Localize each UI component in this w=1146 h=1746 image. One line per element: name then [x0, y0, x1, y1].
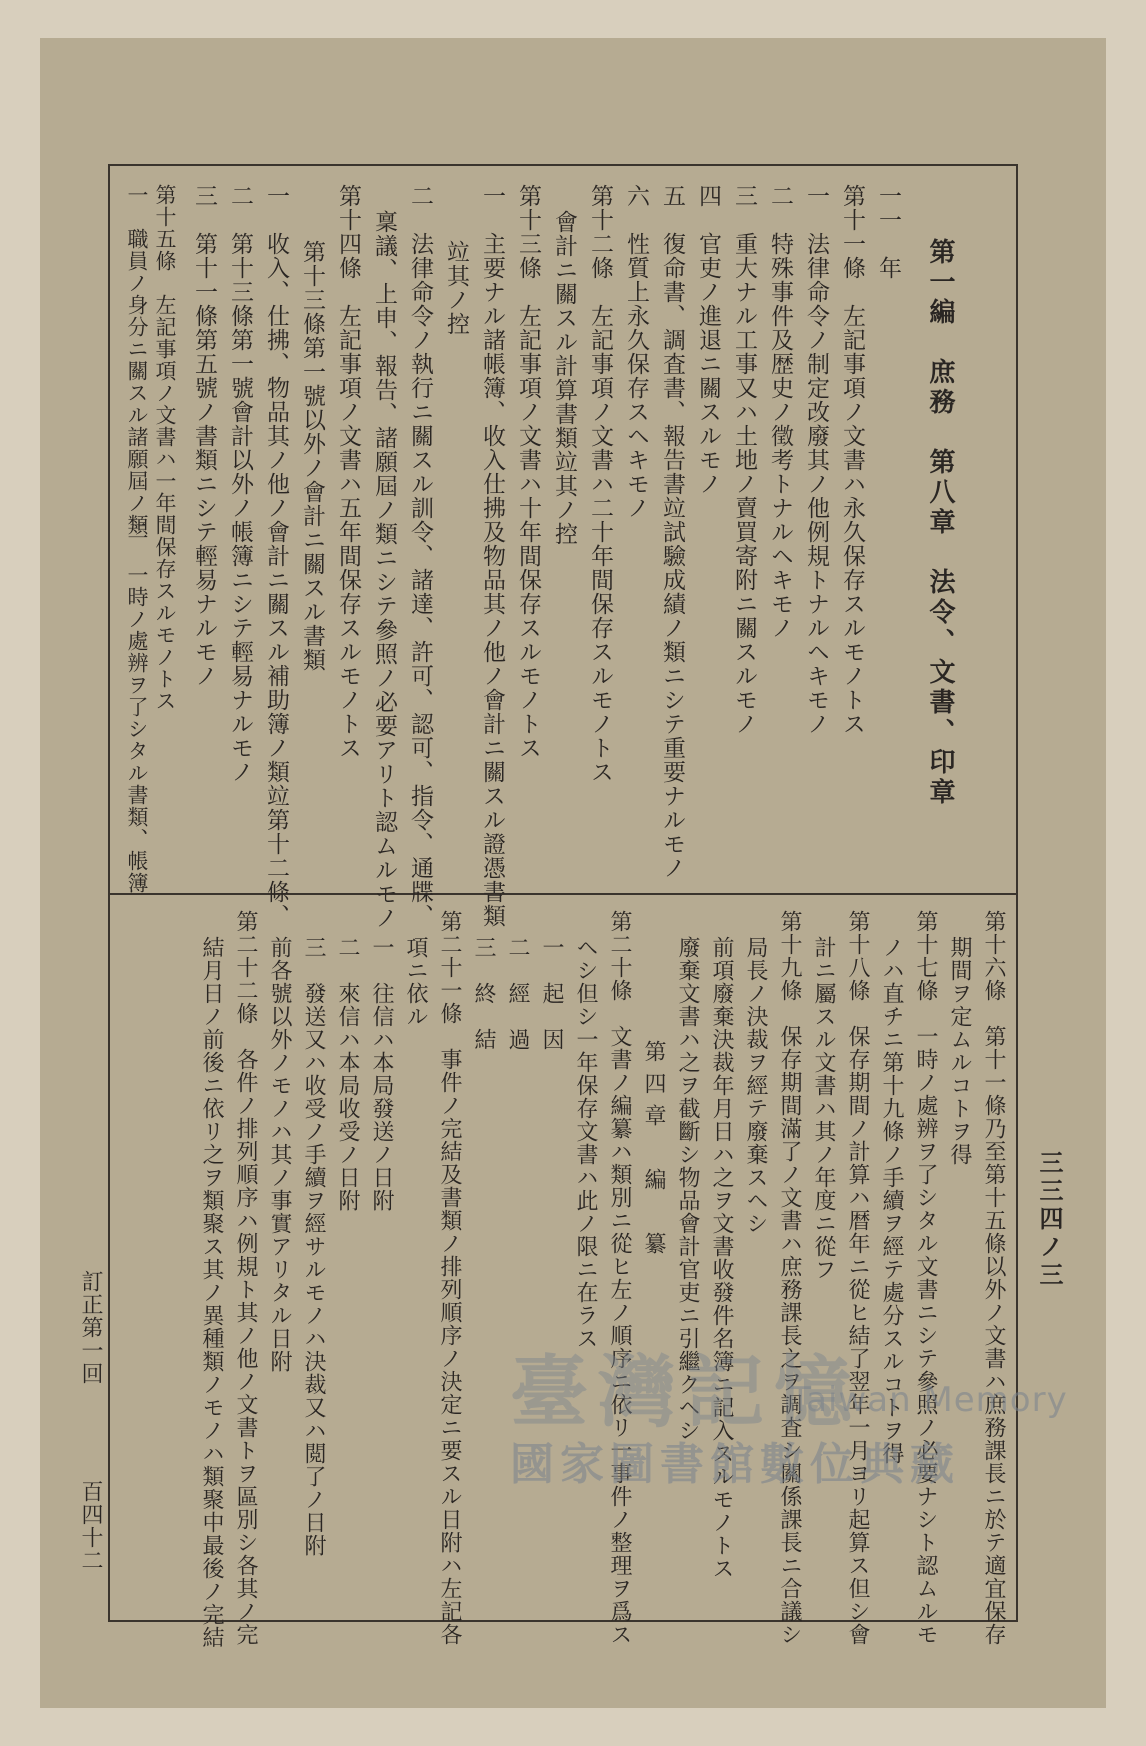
lower-line: 第十七條 一時ノ處辨ヲ了シタル文書ニシテ參照ノ必要ナシト認ムルモ [913, 910, 938, 1646]
upper-line: 一一 年 [875, 184, 901, 280]
watermark-subtitle: Taiwan Memory [790, 1380, 1068, 1420]
lower-line: 第十六條 第十一條乃至第十五條以外ノ文書ハ庶務課長ニ於テ適宜保存 [981, 910, 1006, 1646]
revision-note: 訂正第一回 [78, 1270, 103, 1385]
upper-line: 三 重大ナル工事又ハ土地ノ賣買寄附ニ關スルモノ [731, 184, 757, 736]
lower-line: ヘシ但シ一年保存文書ハ此ノ限ニ在ラス [573, 936, 598, 1350]
lower-line: 結月日ノ前後ニ依リ之ヲ類聚ス其ノ異種類ノモノハ類聚中最後ノ完結 [199, 936, 224, 1649]
lower-line: ノハ直チニ第十九條ノ手續ヲ經テ處分スルコトヲ得 [879, 936, 904, 1465]
lower-line: 一 起 因 [539, 936, 564, 1051]
upper-line: 第十五條 左記事項ノ文書ハ一年間保存スルモノトス [153, 184, 177, 712]
watermark-logo-text: 臺灣記憶 [510, 1348, 863, 1438]
upper-line: 五 復命書、調査書、報告書竝試驗成績ノ類ニシテ重要ナルモノ [659, 184, 685, 880]
upper-line: 稟議、上申、報告、諸願屆ノ類ニシテ參照ノ必要アリト認ムルモノ [371, 210, 397, 930]
lower-line: 一 往信ハ本局發送ノ日附 [369, 936, 394, 1212]
frame-divider [108, 893, 1018, 895]
lower-line: 項ニ依ル [403, 936, 428, 1028]
lower-line: 計ニ屬スル文書ハ其ノ年度ニ從フ [811, 936, 836, 1281]
page-number: 百四十二 [78, 1480, 103, 1572]
upper-line: 第十三條第一號以外ノ會計ニ關スル書類 [299, 240, 325, 672]
lower-line: 期間ヲ定ムルコトヲ得 [947, 936, 972, 1166]
lower-line: 第二十二條 各件ノ排列順序ハ例規ト其ノ他ノ文書トヲ區別シ各其ノ完 [233, 910, 258, 1646]
upper-line: 三 第十一條第五號ノ書類ニシテ輕易ナルモノ [191, 184, 217, 688]
lower-line: 廢棄文書ハ之ヲ截斷シ物品會計官吏ニ引繼クヘシ [675, 936, 700, 1442]
chapter-heading: 第一編 庶務 第八章 法令、文書、印章 [925, 238, 955, 808]
section-heading: 第四章 編 纂 [641, 1040, 666, 1264]
upper-line: 二 一時ノ處辨ヲ了シタル書類、帳簿 [125, 520, 149, 894]
upper-line: 二 第十三條第一號會計以外ノ帳簿ニシテ輕易ナルモノ [227, 184, 253, 784]
upper-line: 一 法律命令ノ制定改廢其ノ他例規トナルヘキモノ [803, 184, 829, 736]
lower-line: 第十九條 保存期間滿了ノ文書ハ庶務課長之ヲ調査シ關係課長ニ合議シ [777, 910, 802, 1646]
upper-line: 竝其ノ控 [443, 240, 469, 336]
upper-line: 一 收入、仕拂、物品其ノ他ノ會計ニ關スル補助簿ノ類竝第十二條、 [263, 184, 289, 928]
lower-line: 前各號以外ノモノハ其ノ事實アリタル日附 [267, 936, 292, 1373]
lower-line: 局長ノ決裁ヲ經テ廢棄スヘシ [743, 936, 768, 1235]
upper-line: 會計ニ關スル計算書類竝其ノ控 [551, 210, 577, 546]
upper-line: 第十四條 左記事項ノ文書ハ五年間保存スルモノトス [335, 184, 361, 760]
lower-line: 第十八條 保存期間ノ計算ハ暦年ニ從ヒ結了翌年一月ヨリ起算ス但シ會 [845, 910, 870, 1646]
upper-line: 六 性質上永久保存スヘキモノ [623, 184, 649, 520]
upper-line: 一 職員ノ身分ニ關スル諸願屆ノ類 [125, 184, 149, 536]
lower-line: 三 終 結 [471, 936, 496, 1051]
upper-line: 四 官吏ノ進退ニ關スルモノ [695, 184, 721, 496]
lower-line: 三 發送又ハ收受ノ手續ヲ經サルモノハ決裁又ハ閲了ノ日附 [301, 936, 326, 1557]
upper-line: 第十二條 左記事項ノ文書ハ二十年間保存スルモノトス [587, 184, 613, 784]
lower-line: 第二十一條 事件ノ完結及書類ノ排列順序ノ決定ニ要スル日附ハ左記各 [437, 910, 462, 1646]
upper-line: 二 法律命令ノ執行ニ關スル訓令、諸達、許可、認可、指令、通牒、 [407, 184, 433, 928]
page-reference: 三三四ノ三 [1035, 1150, 1064, 1290]
upper-line: 第十三條 左記事項ノ文書ハ十年間保存スルモノトス [515, 184, 541, 760]
library-watermark [510, 1340, 1070, 1490]
lower-line: 二 經 過 [505, 936, 530, 1051]
upper-line: 第十一條 左記事項ノ文書ハ永久保存スルモノトス [839, 184, 865, 736]
lower-line: 二 來信ハ本局收受ノ日附 [335, 936, 360, 1212]
upper-line: 二 特殊事件及歴史ノ徵考トナルヘキモノ [767, 184, 793, 640]
watermark-title: 國家圖書館數位典藏 [510, 1439, 960, 1490]
lower-line: 第二十條 文書ノ編纂ハ類別ニ從ヒ左ノ順序ニ依リ一事件ノ整理ヲ爲ス [607, 910, 632, 1646]
upper-line: 一 主要ナル諸帳簿、收入仕拂及物品其ノ他ノ會計ニ關スル證憑書類 [479, 184, 505, 928]
lower-line: 前項廢棄決裁年月日ハ之ヲ文書收發件名簿ニ記入スルモノトス [709, 936, 734, 1580]
